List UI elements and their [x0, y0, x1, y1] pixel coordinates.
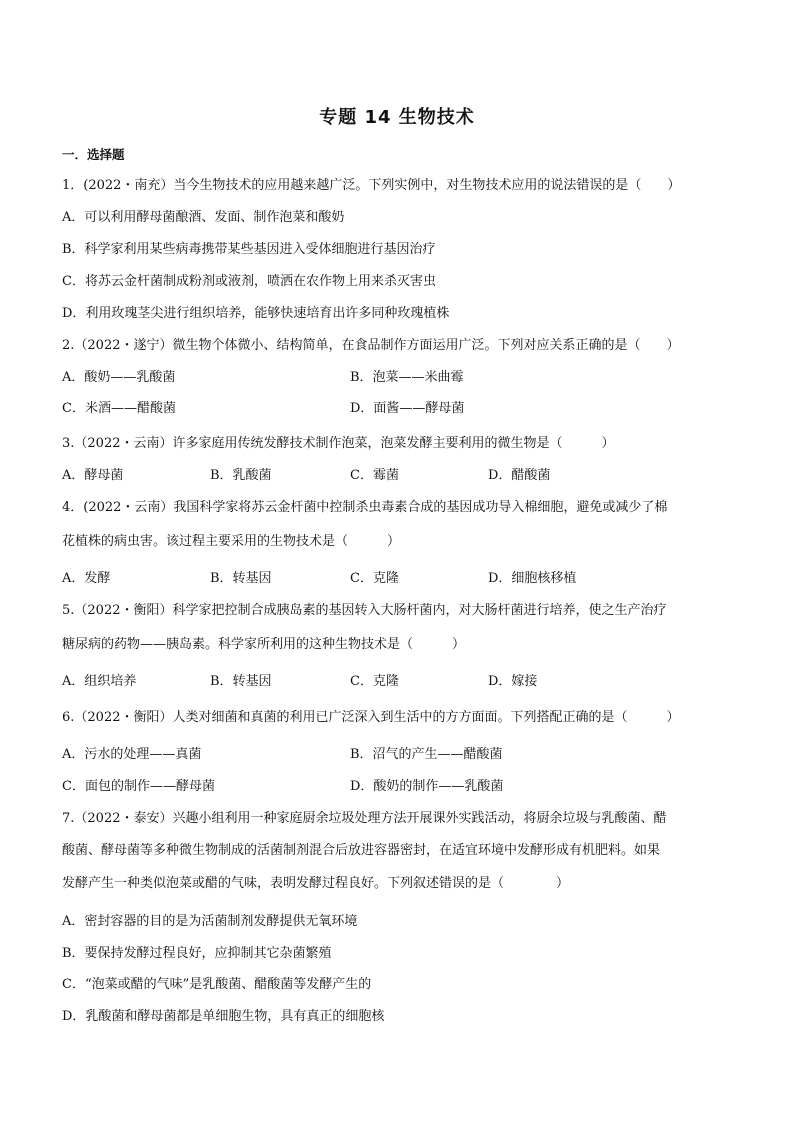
question-3-option-b: B．乳酸菌 — [210, 468, 272, 483]
question-2-option-a: A．酸奶——乳酸菌 — [62, 370, 176, 385]
question-2-option-b: B．泡菜——米曲霉 — [350, 370, 464, 385]
question-1-stem: 1．(2022・南充）当今生物技术的应用越来越广泛。下列实例中，对生物技术应用的说法错误的是（ ） — [62, 178, 681, 193]
section-heading: 一．选择题 — [62, 147, 125, 162]
question-3-option-c: C．霉菌 — [350, 468, 399, 483]
question-7-stem-line-2: 酸菌、酵母菌等多种微生物制成的活菌制剂混合后放进容器密封，在适宜环境中发酵形成有机肥料。如果 — [62, 843, 661, 858]
question-3-option-d: D．醋酸菌 — [488, 468, 551, 483]
question-4-stem-line-1: 4．(2022・云南）我国科学家将苏云金杆菌中控制杀虫毒素合成的基因成功导入棉细胞，避免或减少了棉 — [62, 500, 668, 515]
question-6-option-b: B．沼气的产生——醋酸菌 — [350, 747, 503, 762]
question-7-option-a: A．密封容器的目的是为活菌制剂发酵提供无氧环境 — [62, 914, 358, 929]
question-2-stem: 2.（2022・遂宁）微生物个体微小、结构简单，在食品制作方面运用广泛。下列对应关系正确的是（ ） — [62, 338, 680, 353]
question-6-option-a: A．污水的处理——真菌 — [62, 747, 202, 762]
question-4-option-a: A．发酵 — [62, 571, 111, 586]
question-4-option-b: B．转基因 — [210, 571, 272, 586]
question-6-option-d: D．酸奶的制作——乳酸菌 — [350, 779, 504, 794]
question-5-stem-line-1: 5.（2022・衡阳）科学家把控制合成胰岛素的基因转入大肠杆菌内，对大肠杆菌进行培养，使之生产治疗 — [62, 603, 667, 618]
question-7-stem-line-1: 7.（2022・泰安）兴趣小组利用一种家庭厨余垃圾处理方法开展课外实践活动，将厨余垃圾与乳酸菌、醋 — [62, 811, 667, 826]
question-4-stem-line-2: 花植株的病虫害。该过程主要采用的生物技术是（ ） — [62, 534, 401, 549]
question-3-option-a: A．酵母菌 — [62, 468, 124, 483]
question-6-stem: 6.（2022・衡阳）人类对细菌和真菌的利用已广泛深入到生活中的方方面面。下列搭配正确的是（ ） — [62, 710, 680, 725]
question-7-option-c: C．“泡菜或醋的气味”是乳酸菌、醋酸菌等发酵产生的 — [62, 977, 372, 992]
question-2-option-c: C．米酒——醋酸菌 — [62, 401, 176, 416]
question-7-option-b: B．要保持发酵过程良好，应抑制其它杂菌繁殖 — [62, 946, 332, 961]
question-3-stem: 3.（2022・云南）许多家庭用传统发酵技术制作泡菜，泡菜发酵主要利用的微生物是（ ） — [62, 436, 615, 451]
question-5-stem-line-2: 糖尿病的药物——胰岛素。科学家所利用的这种生物技术是（ ） — [62, 637, 466, 652]
question-7-option-d: D．乳酸菌和酵母菌都是单细胞生物，具有真正的细胞核 — [62, 1009, 385, 1024]
question-1-option-a: A．可以利用酵母菌酿酒、发面、制作泡菜和酸奶 — [62, 210, 345, 225]
page-title: 专题 14 生物技术 — [319, 107, 475, 128]
question-5-option-b: B．转基因 — [210, 674, 272, 689]
question-5-option-a: A．组织培养 — [62, 674, 137, 689]
question-4-option-d: D．细胞核移植 — [488, 571, 577, 586]
question-5-option-d: D．嫁接 — [488, 674, 538, 689]
question-2-option-d: D．面酱——酵母菌 — [350, 401, 465, 416]
question-6-option-c: C．面包的制作——酵母菌 — [62, 779, 215, 794]
question-1-option-c: C．将苏云金杆菌制成粉剂或液剂，喷洒在农作物上用来杀灭害虫 — [62, 274, 436, 289]
question-1-option-b: B．科学家利用某些病毒携带某些基因进入受体细胞进行基因治疗 — [62, 242, 436, 257]
question-4-option-c: C．克隆 — [350, 571, 399, 586]
question-7-stem-line-3: 发酵产生一种类似泡菜或醋的气味，表明发酵过程良好。下列叙述错误的是（ ） — [62, 876, 570, 891]
question-5-option-c: C．克隆 — [350, 674, 399, 689]
question-1-option-d: D．利用玫瑰茎尖进行组织培养，能够快速培育出许多同种玫瑰植株 — [62, 306, 450, 321]
